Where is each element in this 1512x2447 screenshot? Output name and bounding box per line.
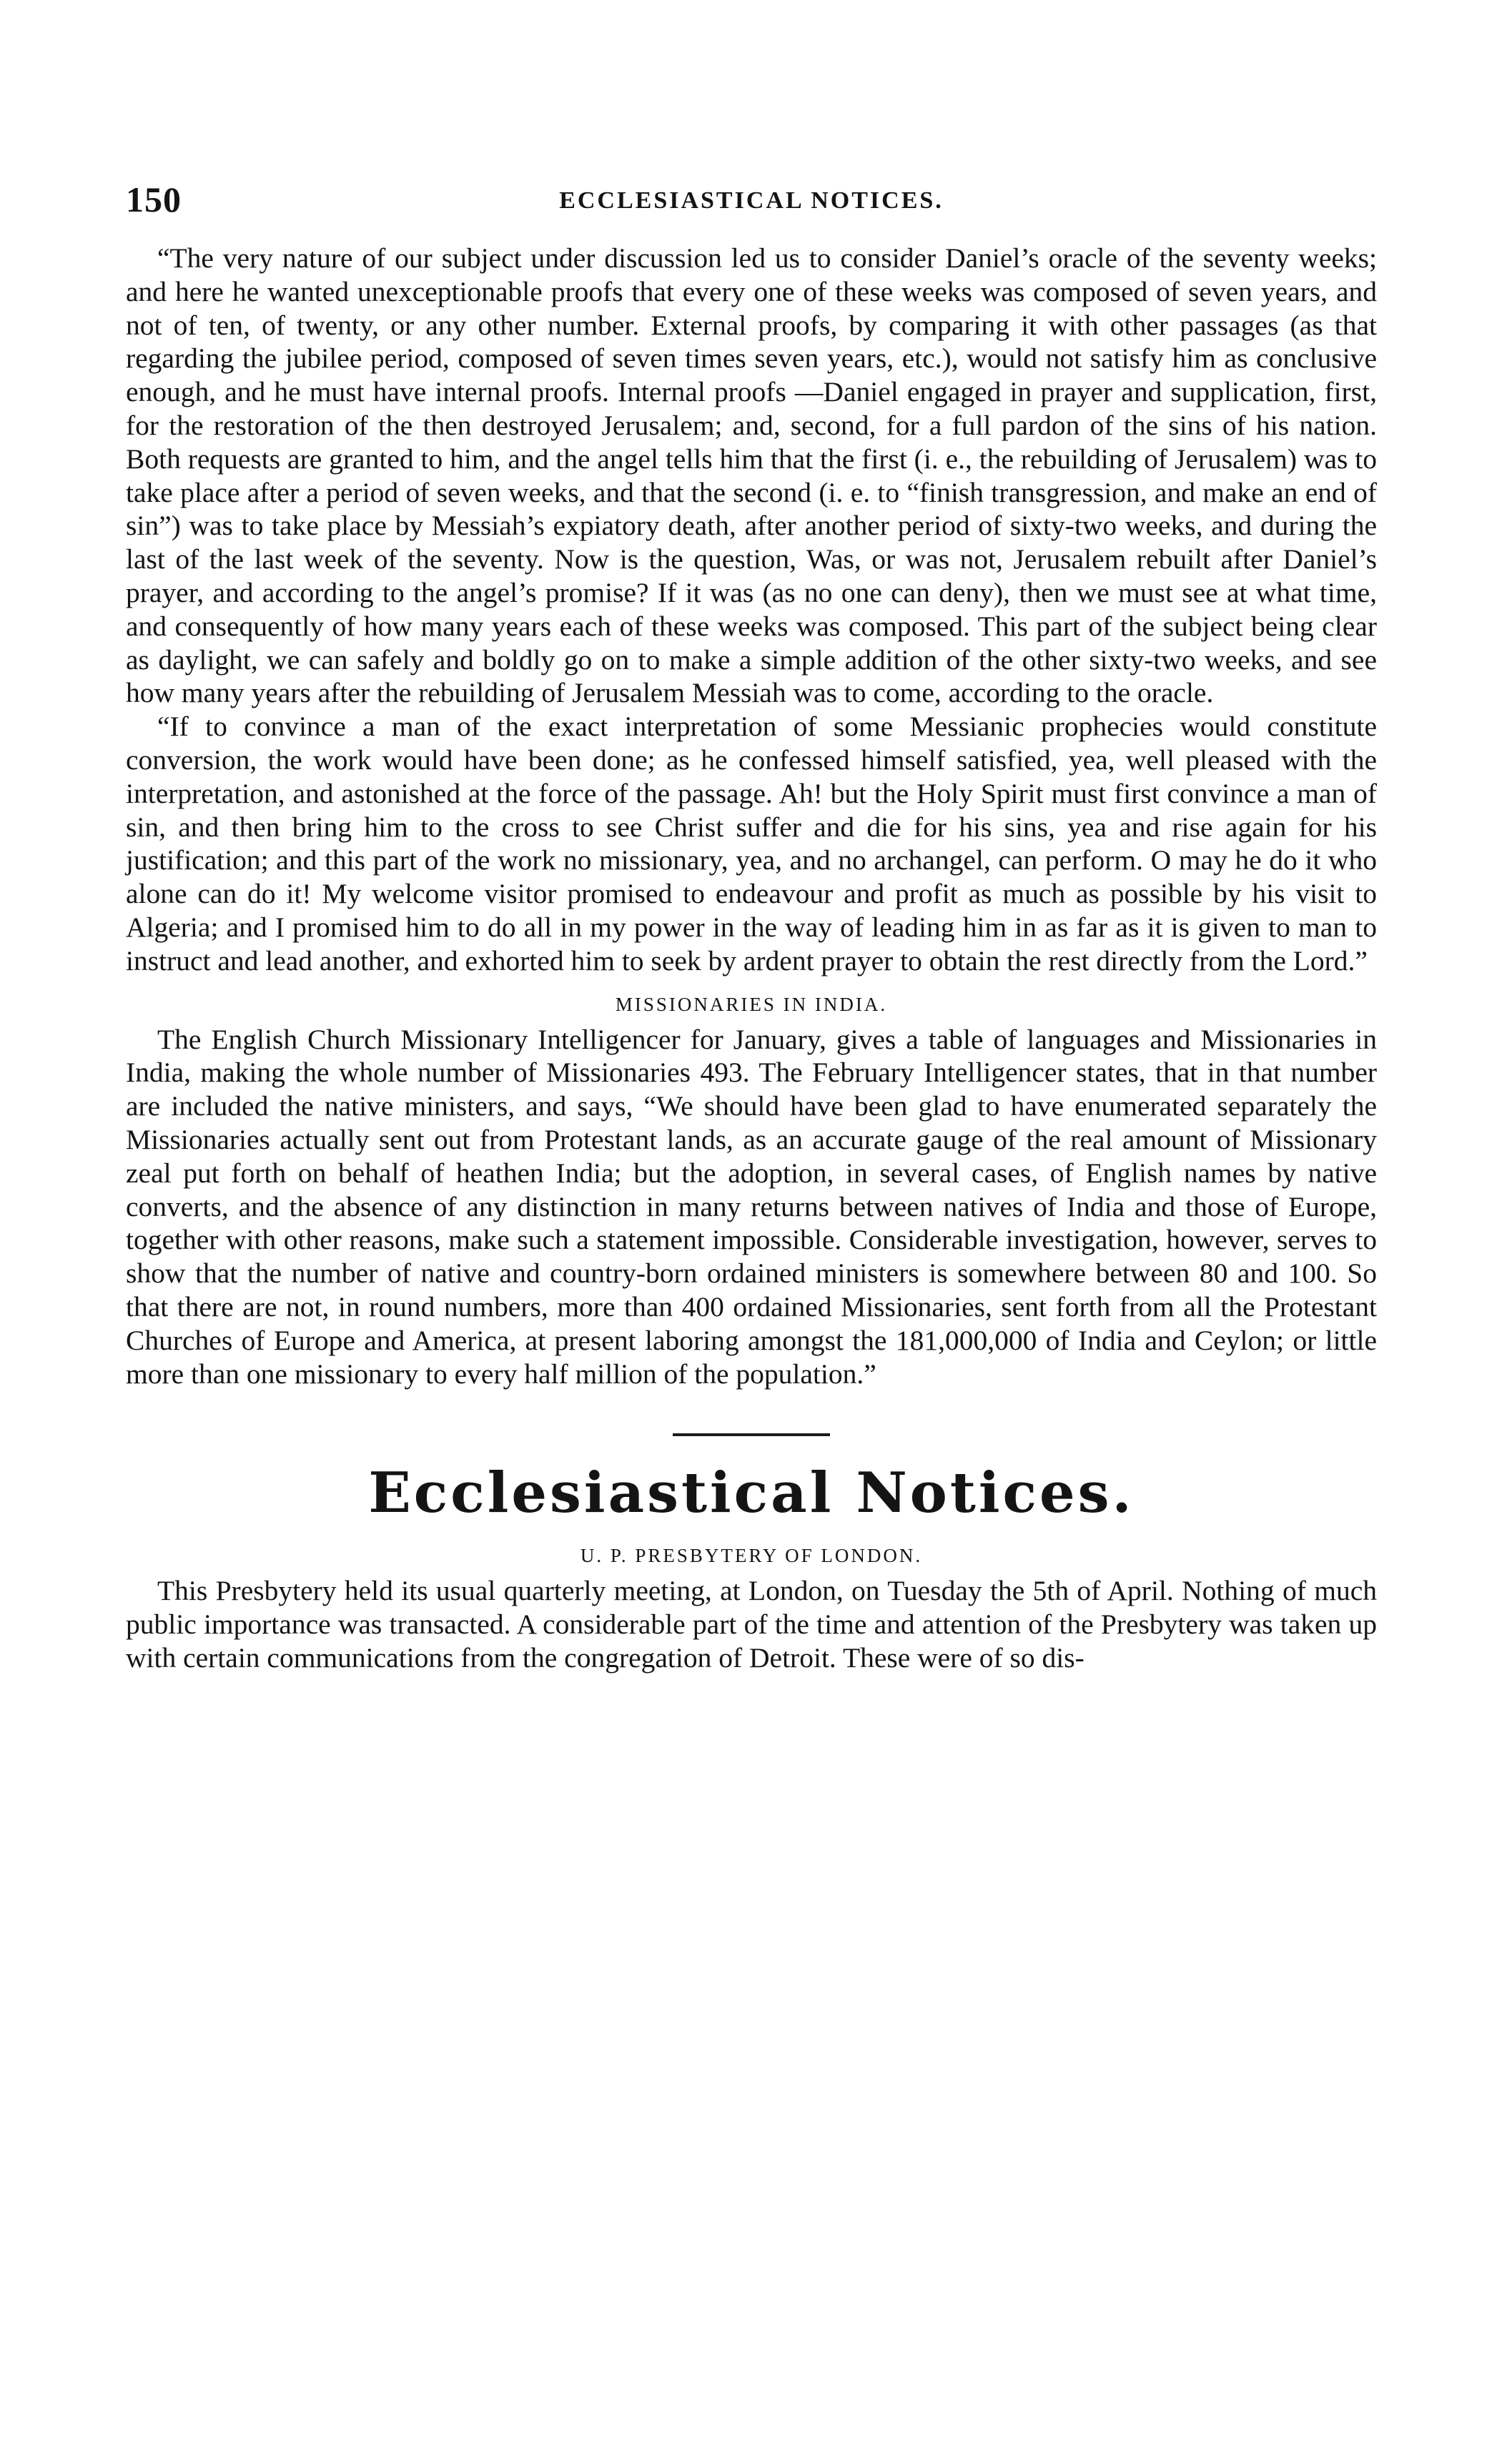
section-title-ecclesiastical-notices: Ecclesiastical Notices. (368, 1460, 1135, 1526)
section-divider (673, 1433, 830, 1436)
running-title: ECCLESIASTICAL NOTICES. (559, 187, 944, 214)
paragraph-missionaries-india: The English Church Missionary Intelligencer for January, gives a table of languages and Missionaries in India, making the whole number of Missionaries 493. The February Intelligencer states, that in that number are included the native ministers, and says, “We should have been glad to have enumerated separately the Missionaries actually sent out from Protestant lands, as an accurate gauge of the real amount of Missionary zeal put forth on behalf of heathen India; but the adoption, in several cases, of English names by native converts, and the absence of any distinction in many returns between natives of India and those of Europe, together with other reasons, make such a statement impossible. Considerable investigation, however, serves to show that the number of native and country-born ordained ministers is somewhere between 80 and 100. So that there are not, in round numbers, more than 400 ordained Missionaries, sent forth from all the Protestant Churches of Europe and America, at present laboring amongst the 181,000,000 of India and Ceylon; or little more than one missionary to every half million of the population.” (126, 1023, 1377, 1390)
page-number: 150 (126, 179, 182, 219)
heading-missionaries-in-india: MISSIONARIES IN INDIA. (615, 993, 888, 1015)
paragraph-daniel-oracle: “The very nature of our subject under discussion led us to consider Daniel’s oracle of the seventy weeks; and here he wanted unexceptionable proofs that every one of these weeks was composed of seven years, and not of ten, of twenty, or any other number. External proofs, by comparing it with other passages (as that regarding the jubilee period, composed of seven times seven years, etc.), would not satisfy him as conclusive enough, and he must have internal proofs. Internal proofs —Daniel engaged in prayer and supplication, first, for the restoration of the then destroyed Jerusalem; and, second, for a full pardon of the sins of his nation. Both requests are granted to him, and the angel tells him that the first (i. e., the rebuilding of Jerusalem) was to take place after a period of seven weeks, and that the second (i. e. to “finish transgression, and make an end of sin”) was to take place by Messiah’s expiatory death, after another period of sixty-two weeks, and during the last of the last week of the seventy. Now is the question, Was, or was not, Jerusalem rebuilt after Daniel’s prayer, and according to the angel’s promise? If it was (as no one can deny), then we must see at what time, and consequently of how many years each of these weeks was composed. This part of the subject being clear as daylight, we can safely and boldly go on to make a simple addition of the other sixty-two weeks, and see how many years after the rebuilding of Jerusalem Messiah was to come, according to the oracle. (126, 242, 1377, 709)
paragraph-presbytery-meeting: This Presbytery held its usual quarterly meeting, at London, on Tuesday the 5th of April. Nothing of much public importance was transacted. A considerable part of the time and attention of the Presbytery was taken up with certain communications from the congregation of Detroit. These were of so dis- (126, 1575, 1377, 1674)
heading-presbytery-of-london: U. P. PRESBYTERY OF LONDON. (580, 1545, 923, 1567)
paragraph-conversion: “If to convince a man of the exact interpretation of some Messianic prophecies would constitute conversion, the work would have been done; as he confessed himself satisfied, yea, well pleased with the interpretation, and astonished at the force of the passage. Ah! but the Holy Spirit must first convince a man of sin, and then bring him to the cross to see Christ suffer and die for his sins, yea and rise again for his justification; and this part of the work no missionary, yea, and no archangel, can perform. O may he do it who alone can do it! My welcome visitor promised to endeavour and profit as much as possible by his visit to Algeria; and I promised him to do all in my power in the way of leading him in as far as it is given to man to instruct and lead another, and exhorted him to seek by ardent prayer to obtain the rest directly from the Lord.” (126, 711, 1377, 977)
page (126, 179, 1377, 1675)
running-head (126, 179, 1377, 229)
